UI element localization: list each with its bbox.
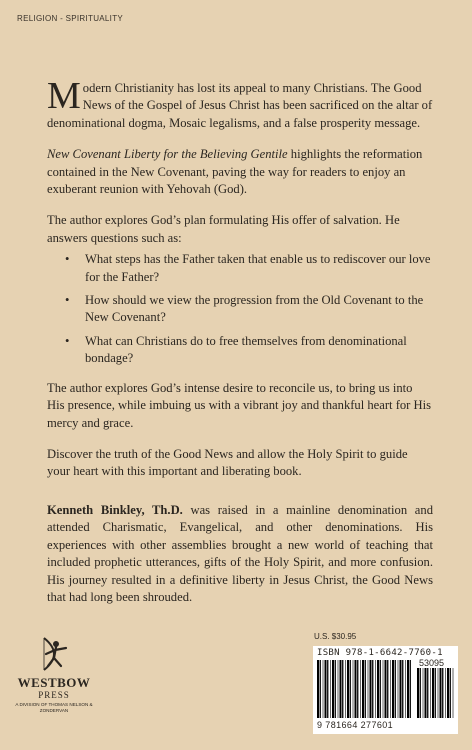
isbn-text: ISBN 978-1-6642-7760-1	[317, 648, 443, 658]
barcode-bar	[442, 668, 443, 718]
barcode-bar	[360, 660, 361, 718]
author-name: Kenneth Binkley, Th.D.	[47, 503, 183, 517]
barcode-bar	[450, 668, 451, 718]
barcode-bar	[447, 668, 449, 718]
author-bio-text: was raised in a mainline denomination and attended Charismatic, Evangelical, and other denominations. His experiences with other assemblies brought a new world of teaching that included prophetic utterances, gifts of the Holy Spirit, and more confusion. His journey resulted in a definitive liberty in Jesus Christ, the Good News that had long been shrouded.	[47, 503, 433, 605]
barcode-bar	[345, 660, 346, 718]
bullet-icon: •	[65, 252, 70, 267]
barcode-bar	[338, 660, 339, 718]
bow-archer-icon	[34, 634, 74, 674]
barcode-bar	[370, 660, 372, 718]
barcode-bar	[317, 660, 319, 718]
category-label: RELIGION - SPIRITUALITY	[17, 14, 124, 23]
barcode-bar	[332, 660, 334, 718]
intro-paragraph	[47, 75, 433, 132]
author-bio	[47, 502, 433, 606]
barcode-bar	[347, 660, 349, 718]
barcode-number: 9 781664 277601	[317, 720, 394, 730]
barcode-bar	[432, 668, 434, 718]
barcode-bar	[372, 660, 373, 718]
barcode-bar	[340, 660, 342, 718]
price-addon-number: 53095	[419, 658, 445, 668]
barcode-bar	[387, 660, 388, 718]
barcode-bar	[427, 668, 428, 718]
barcode-bar	[342, 660, 343, 718]
bullet-icon: •	[65, 293, 70, 308]
barcode-bar	[398, 660, 399, 718]
barcode-bar	[453, 668, 454, 718]
barcode-bar	[410, 660, 411, 718]
barcode-bar	[353, 660, 354, 718]
barcode-bar	[425, 668, 427, 718]
publisher-press: PRESS	[38, 690, 70, 700]
barcode-bar	[417, 668, 419, 718]
barcode-bar	[357, 660, 358, 718]
barcode-bar	[320, 660, 321, 718]
list-item	[47, 333, 433, 368]
barcode-bar	[438, 668, 439, 718]
barcode-bar	[377, 660, 379, 718]
barcode-bar	[400, 660, 402, 718]
intro-text: odern Christianity has lost its appeal to many Christians. The Good News of the Gospel of Jesus Christ has been sacrificed on the altar of denominational dogma, Mosaic legalisms, and a false prosperity message.	[47, 81, 433, 130]
question-list	[47, 251, 433, 367]
barcode-bar	[330, 660, 331, 718]
barcode-bar	[402, 660, 403, 718]
barcode-bar	[440, 668, 442, 718]
barcode-bar	[350, 660, 351, 718]
barcode-bar	[383, 660, 384, 718]
barcode-bar	[323, 660, 324, 718]
barcode-bar	[365, 660, 366, 718]
barcode-bar	[335, 660, 336, 718]
question-text: What can Christians do to free themselves from denominational bondage?	[85, 333, 407, 366]
back-cover-description	[47, 75, 433, 495]
barcode-bar	[445, 668, 446, 718]
barcode-bar	[325, 660, 327, 718]
isbn-barcode	[313, 646, 458, 734]
barcode-bar	[392, 660, 394, 718]
barcode-bar	[327, 660, 328, 718]
questions-intro: The author explores God’s plan formulating His offer of salvation. He answers questions such as:	[47, 213, 400, 245]
question-text: What steps has the Father taken that enable us to rediscover our love for the Father?	[85, 252, 431, 284]
publisher-logo	[14, 634, 94, 744]
list-item	[47, 292, 433, 327]
barcode-bar	[362, 660, 364, 718]
barcode-bar	[375, 660, 376, 718]
barcode-bar	[420, 668, 421, 718]
barcode-bar	[405, 660, 406, 718]
barcode-bar	[407, 660, 409, 718]
barcode-bar	[380, 660, 381, 718]
publisher-name: WESTBOW	[17, 675, 91, 690]
drop-cap: M	[47, 75, 81, 117]
book-summary-text: highlights the reformation contained in the New Covenant, paving the way for readers to enjoy an exuberant reunion with Yehovah (God).	[47, 147, 423, 197]
barcode-bar	[423, 668, 424, 718]
barcode-bar	[390, 660, 391, 718]
barcode-bar	[385, 660, 387, 718]
price-label: U.S. $30.95	[314, 632, 357, 641]
closing-paragraph: Discover the truth of the Good News and allow the Holy Spirit to guide your heart with this important and liberating book.	[47, 446, 408, 479]
barcode-bar	[395, 660, 396, 718]
reconcile-paragraph: The author explores God’s intense desire to reconcile us, to bring us into His presence, while imbuing us with a vibrant joy and thankful heart for His mercy and grace.	[47, 380, 432, 430]
book-title: New Covenant Liberty for the Believing Gentile	[47, 147, 288, 162]
list-item	[47, 251, 433, 286]
bullet-icon: •	[65, 333, 70, 348]
barcode-bars	[317, 660, 413, 718]
barcode-bar	[435, 668, 436, 718]
publisher-division: A DIVISION OF THOMAS NELSON & ZONDERVAN	[15, 702, 93, 713]
barcode-bar	[430, 668, 431, 718]
book-summary-paragraph	[47, 146, 433, 198]
question-text: How should we view the progression from the Old Covenant to the New Covenant?	[85, 293, 424, 325]
barcode-bar	[355, 660, 357, 718]
addon-barcode-bars	[417, 668, 455, 718]
barcode-bar	[368, 660, 369, 718]
